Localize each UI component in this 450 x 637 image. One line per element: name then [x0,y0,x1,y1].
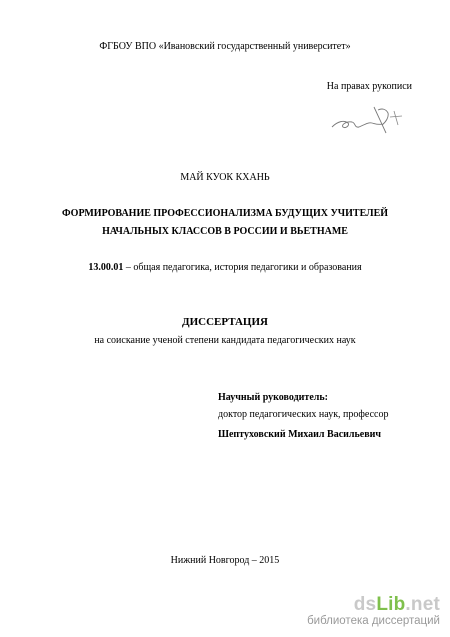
advisor-name: Шептуховский Михаил Васильевич [218,429,382,440]
author-name: МАЙ КУОК КХАНЬ [180,172,270,183]
specialty-code: 13.00.01 [88,262,124,273]
dslib-caption: библиотека диссертаций [307,614,440,627]
manuscript-rights-note: На правах рукописи [326,81,412,92]
dslib-watermark [307,595,440,628]
specialty-description: – общая педагогика, история педагогики и образования [123,262,362,273]
degree-purpose: на соискание ученой степени кандидата педагогических наук [94,335,356,346]
logo-part-ds: ds [353,593,377,615]
signature-image [328,103,410,137]
advisor-degree: доктор педагогических наук, профессор [218,409,389,420]
logo-part-net: .net [405,593,440,615]
organization-name: ФГБОУ ВПО «Ивановский государственный университет» [99,41,351,52]
specialty-line [0,262,450,274]
logo-part-lib: Lib [376,593,406,615]
advisor-label: Научный руководитель: [218,392,328,403]
city-year: Нижний Новгород – 2015 [170,555,280,566]
document-type: ДИССЕРТАЦИЯ [182,316,268,328]
dslib-logo [307,595,440,614]
dissertation-title-line-2: НАЧАЛЬНЫХ КЛАССОВ В РОССИИ И ВЬЕТНАМЕ [102,226,348,237]
dissertation-title-line-1: ФОРМИРОВАНИЕ ПРОФЕССИОНАЛИЗМА БУДУЩИХ УЧИТЕЛЕЙ [61,208,389,219]
